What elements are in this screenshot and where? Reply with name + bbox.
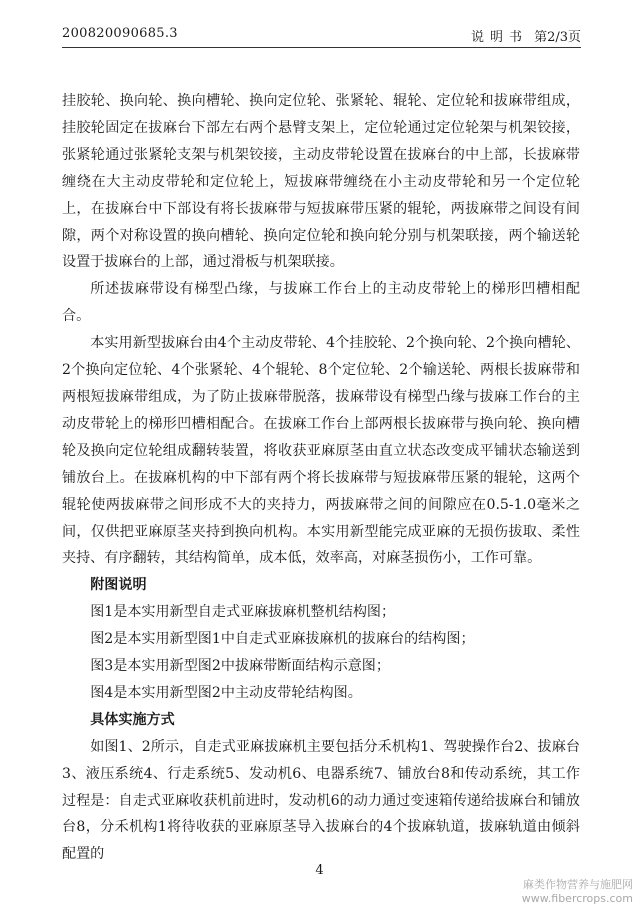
page-number: 4 <box>315 863 324 878</box>
section-heading-figures: 附图说明 <box>90 577 147 594</box>
figure-caption: 图4是本实用新型图2中主动皮带轮结构图。 <box>90 684 362 701</box>
page-info: 第2/3页 <box>534 30 581 45</box>
document-body <box>62 88 580 868</box>
document-number: 200820090685.3 <box>62 26 178 41</box>
paragraph: 所述拔麻带设有梯型凸缘，与拔麻工作台上的主动皮带轮上的梯形凹槽相配合。 <box>62 281 580 325</box>
paragraph-continued: 挂胶轮、换向轮、换向槽轮、换向定位轮、张紧轮、辊轮、定位轮和拔麻带组成，挂胶轮固定在拔麻台下部左右两个悬臂支架上，定位轮通过定位轮架与机架铰接，张紧轮通过张紧轮支架与机架铰接，主动皮带轮设置在拔麻台的中上部，长拔麻带缠绕在大主动皮带轮和定位轮上，短拔麻带缠绕在小主动皮带轮和另一个定位轮上，在拔麻台中下部设有将长拔麻带与短拔麻带压紧的辊轮，两拔麻带之间设有间隙，两个对称设置的换向槽轮、换向定位轮和换向轮分别与机架联接，两个输送轮设置于拔麻台的上部，通过滑板与机架联接。 <box>62 93 580 271</box>
section-heading-embodiment: 具体实施方式 <box>90 711 175 728</box>
paragraph: 本实用新型拔麻台由4个主动皮带轮、4个挂胶轮、2个换向轮、2个换向槽轮、2个换向定位轮、4个张紧轮、4个辊轮、8个定位轮、2个输送轮、两根长拔麻带和两根短拔麻带组成，为了防止拔麻带脱落，拔麻带设有梯型凸缘与拔麻工作台的主动皮带轮上的梯形凹槽相配合。在拔麻工作台上部两根长拔麻带与换向轮、换向槽轮及换向定位轮组成翻转装置，将收获亚麻原茎由直立状态改变成平铺状态输送到铺放台上。在拔麻机构的中下部有两个将长拔麻带与短拔麻带压紧的辊轮，这两个辊轮使两拔麻带之间形成不大的夹持力，两拔麻带之间的间隙应在0.5-1.0毫米之间，仅供把亚麻原茎夹持到换向机构。本实用新型能完成亚麻的无损伤拔取、柔性夹持、有序翻转，其结构简单，成本低，效率高，对麻茎损伤小，工作可靠。 <box>62 335 580 567</box>
figure-caption: 图2是本实用新型图1中自走式亚麻拔麻机的拔麻台的结构图； <box>90 631 475 648</box>
figure-caption: 图1是本实用新型自走式亚麻拔麻机整机结构图； <box>90 604 396 621</box>
site-watermark <box>483 878 633 906</box>
figure-caption: 图3是本实用新型图2中拔麻带断面结构示意图； <box>90 658 390 675</box>
header-rule <box>62 47 581 48</box>
header-right <box>471 26 581 45</box>
page-header <box>62 26 581 48</box>
document-type: 说明书 <box>471 30 529 45</box>
watermark-url: www.fibercrops.com <box>521 892 633 905</box>
watermark-title: 麻类作物营养与施肥网 <box>523 878 633 891</box>
paragraph: 如图1、2所示，自走式亚麻拔麻机主要包括分禾机构1、驾驶操作台2、拔麻台3、液压系统4、行走系统5、发动机6、电器系统7、铺放台8和传动系统，其工作过程是：自走式亚麻收获机前进时，发动机6的动力通过变速箱传递给拔麻台和铺放台8，分禾机构1将待收获的亚麻原茎导入拔麻台的4个拔麻轨道，拔麻轨道由倾斜配置的 <box>62 738 580 863</box>
